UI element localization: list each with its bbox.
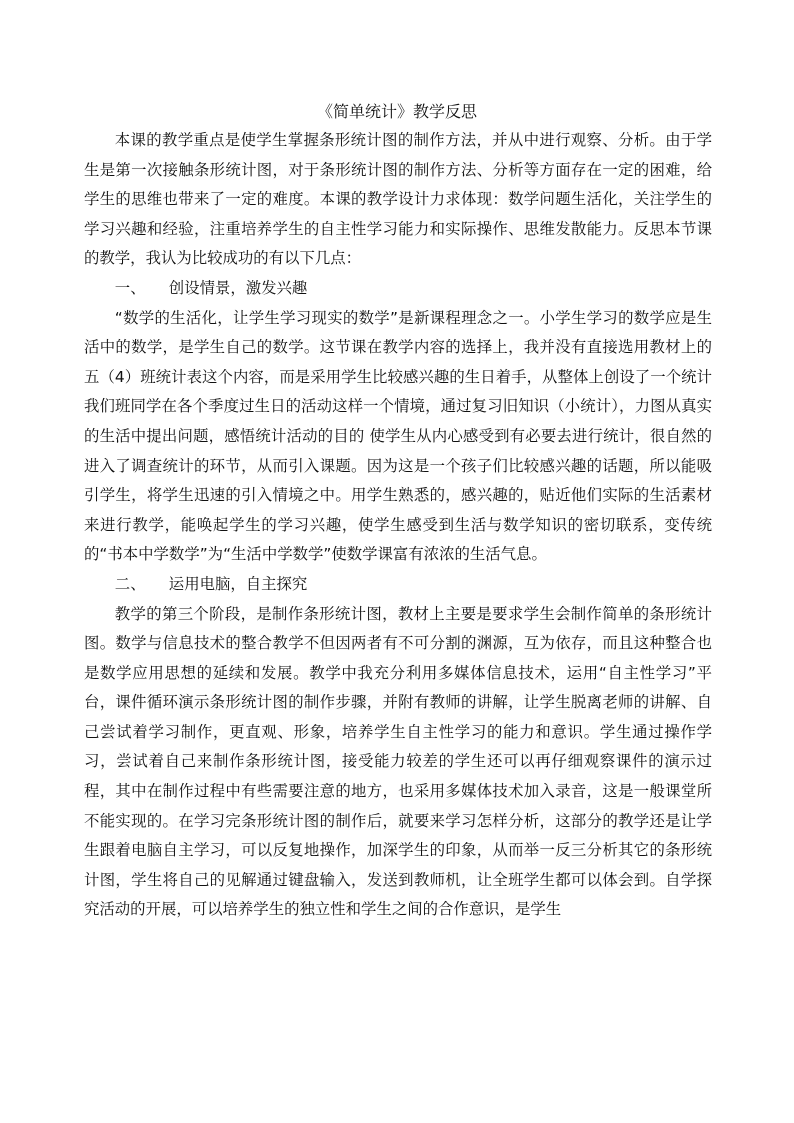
document-title: 《简单统计》教学反思 [316,102,477,121]
section-2-title: 运用电脑，自主探究 [168,574,308,593]
section-1-number: 一、 [114,278,146,297]
section-2-paragraph: 教学的第三个阶段，是制作条形统计图，教材上主要是要求学生会制作简单的条形统计图。数学与信息技术的整合教学不但因两者有不可分割的渊源，互为依存，而且这种整合也是数学应用思想的延续和发展。教学中我充分利用多媒体信息技术，运用“自主性学习”平台，课件循环演示条形统计图的制作步骤，并附有教师的讲解，让学生脱离老师的讲解、自己尝试着学习制作，更直观、形象，培养学生自主性学习的能力和意识。学生通过操作学习，尝试着自己来制作条形统计图，接受能力较差的学生还可以再仔细观察课件的演示过程，其中在制作过程中有些需要注意的地方，也采用多媒体技术加入录音，这是一般课堂所不能实现的。在学习完条形统计图的制作后，就要来学习怎样分析，这部分的教学还是让学生跟着电脑自主学习，可以反复地操作，加深学生的印象，从而举一反三分析其它的条形统计图，学生将自己的见解通过键盘输入，发送到教师机，让全班学生都可以体会到。自学探究活动的开展，可以培养学生的独立性和学生之间的合作意识，是学生 [84,604,712,919]
section-1-title: 创设情景，激发兴趣 [168,278,308,297]
section-2-number: 二、 [114,574,146,593]
document-body [84,126,712,925]
section-1-paragraph: “数学的生活化，让学生学习现实的数学”是新课程理念之一。小学生学习的数学应是生活中的数学，是学生自己的数学。这节课在教学内容的选择上，我并没有直接选用教材上的五（4）班统计表这个内容，而是采用学生比较感兴趣的生日着手，从整体上创设了一个统计我们班同学在各个季度过生日的活动这样一个情境，通过复习旧知识（小统计），力图从真实的生活中提出问题，感悟统计活动的目的 使学生从内心感受到有必要去进行统计，很自然的进入了调查统计的环节，从而引入课题。因为这是一个孩子们比较感兴趣的话题，所以能吸引学生，将学生迅速的引入情境之中。用学生熟悉的，感兴趣的，贴近他们实际的生活素材来进行教学，能唤起学生的学习兴趣，使学生感受到生活与数学知识的密切联系，变传统的“书本中学数学”为“生活中学数学”使数学课富有浓浓的生活气息。 [84,308,712,564]
section-1-heading [84,274,712,304]
section-2-heading [84,570,712,600]
intro-paragraph: 本课的教学重点是使学生掌握条形统计图的制作方法，并从中进行观察、分析。由于学生是第一次接触条形统计图，对于条形统计图的制作方法、分析等方面存在一定的困难，给学生的思维也带来了一定的难度。本课的教学设计力求体现：数学问题生活化，关注学生的学习兴趣和经验，注重培养学生的自主性学习能力和实际操作、思维发散能力。反思本节课的教学，我认为比较成功的有以下几点： [84,131,712,268]
